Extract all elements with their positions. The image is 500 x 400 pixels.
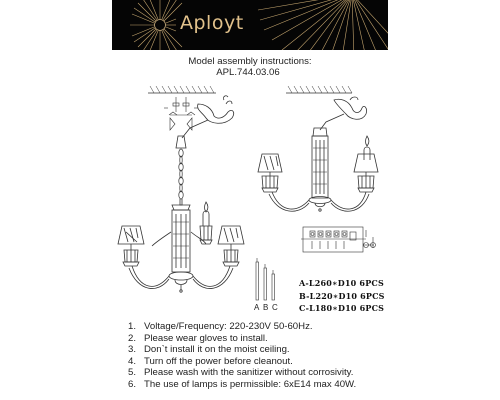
sunburst-logo-icon bbox=[112, 0, 388, 50]
instructions-list bbox=[128, 321, 356, 391]
brand-name: Aployt bbox=[180, 12, 244, 34]
lamp-spec-a: A-L260∗D10 6PCS bbox=[299, 278, 384, 288]
instruction-text: Please wear gloves to install. bbox=[144, 332, 268, 344]
instruction-text: Please wash with the sanitizer without corrosivity. bbox=[144, 367, 354, 379]
instruction-number: 3. bbox=[128, 344, 137, 356]
instruction-number: 2. bbox=[128, 332, 137, 344]
model-number: APL.744.03.06 bbox=[216, 67, 280, 78]
lamp-letter-a: A bbox=[254, 303, 260, 312]
instruction-item bbox=[128, 379, 356, 391]
instruction-item bbox=[128, 367, 356, 379]
instruction-number: 6. bbox=[128, 378, 137, 390]
instruction-number: 4. bbox=[128, 355, 137, 367]
assembly-drawing bbox=[0, 78, 500, 318]
instructions-title: Model assembly instructions: bbox=[188, 56, 312, 67]
instruction-text: Turn off the power before cleanout. bbox=[144, 355, 293, 367]
instruction-number: 5. bbox=[128, 367, 137, 379]
brand-header bbox=[112, 0, 388, 50]
lamp-spec-b: B-L220∗D10 6PCS bbox=[299, 291, 385, 301]
instruction-item bbox=[128, 333, 356, 345]
instruction-number: 1. bbox=[128, 321, 137, 332]
terminal-block-diagram bbox=[301, 227, 376, 252]
chandelier-close-mount-diagram bbox=[258, 86, 378, 211]
instruction-item bbox=[128, 356, 356, 368]
instruction-text: Voltage/Frequency: 220-230V 50-60Hz. bbox=[144, 321, 313, 332]
instruction-item bbox=[128, 344, 356, 356]
instruction-text: The use of lamps is permissible: 6xE14 max 40W. bbox=[144, 378, 357, 390]
lamp-letter-b: B bbox=[263, 303, 269, 312]
lamp-spec-c: C-L180∗D10 6PCS bbox=[299, 303, 385, 313]
lamp-bulbs-diagram bbox=[256, 258, 275, 300]
instruction-text: Don`t install it on the moist ceiling. bbox=[144, 344, 290, 356]
lamp-letter-c: C bbox=[272, 303, 278, 312]
instruction-item bbox=[128, 321, 356, 333]
chandelier-full-diagram bbox=[118, 86, 244, 292]
